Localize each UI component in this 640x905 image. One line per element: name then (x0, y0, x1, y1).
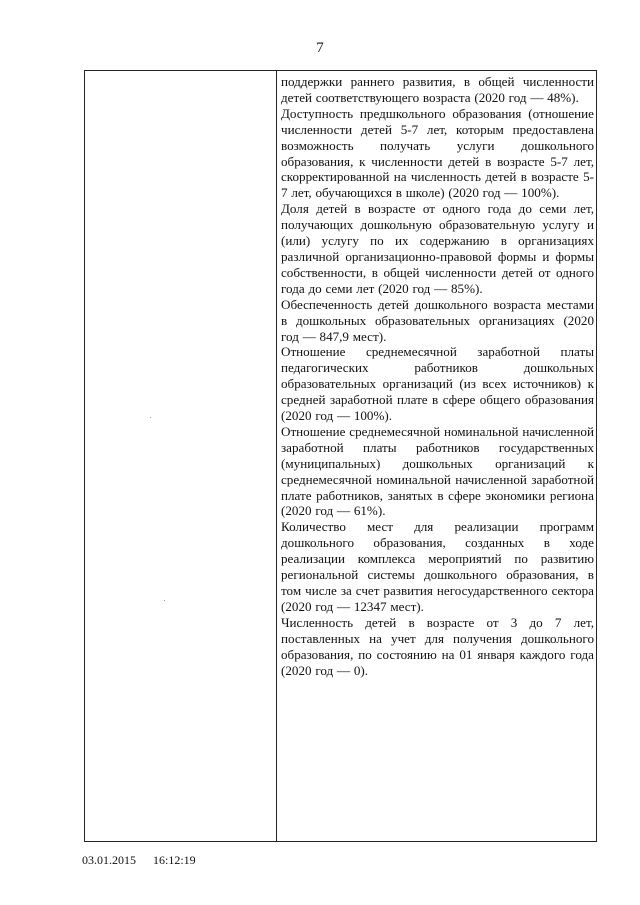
indicator-paragraph: Численность детей в возрасте от 3 до 7 лет, поставленных на учет для получения дошкольного образования, по состоянию на 01 января каждого года (2020 год — 0). (281, 614, 594, 678)
indicator-paragraph: Отношение среднемесячной номинальной начисленной заработной платы работников государственных (муниципальных) дошкольных организаций к среднемесячной номинальной начисленной заработной плате работников, занятых в сфере экономики региона (2020 год — 61%). (281, 423, 594, 519)
print-time: 16:12:19 (153, 853, 196, 867)
indicator-paragraph: Отношение среднемесячной заработной платы педагогических работников дошкольных образовательных организаций (из всех источников) к средней заработной плате в сфере общего образования (2020 год — 100%). (281, 344, 594, 424)
indicators-table (84, 70, 597, 842)
indicator-paragraph: Доступность предшкольного образования (отношение численности детей 5-7 лет, которым предоставлена возможность получать услуги дошкольного образования, к численности детей в возрасте 5-7 лет, скорректированной на численность детей в возрасте 5-7 лет, обучающихся в школе) (2020 год — 100%). (281, 105, 594, 201)
print-stamp (82, 853, 196, 868)
print-date: 03.01.2015 (82, 853, 136, 867)
indicator-paragraph: Количество мест для реализации программ дошкольного образования, созданных в ходе реализации комплекса мероприятий по развитию региональной системы дошкольного образования, в том числе за счет развития негосударственного сектора (2020 год — 12347 мест). (281, 519, 594, 614)
indicator-paragraph: Доля детей в возрасте от одного года до семи лет, получающих дошкольную образовательную услугу и (или) услугу по их содержанию в организациях различной организационно-правовой формы и формы собственности, в общей численности детей от одного года до семи лет (2020 год — 85%). (281, 201, 594, 296)
scan-speck (164, 600, 165, 601)
scan-speck (150, 417, 151, 418)
indicators-cell (281, 74, 594, 678)
indicator-paragraph: поддержки раннего развития, в общей численности детей соответствующего возраста (2020 год — 48%). (281, 74, 594, 105)
page-number: 7 (316, 40, 324, 56)
column-divider (276, 71, 277, 841)
indicator-paragraph: Обеспеченность детей дошкольного возраста местами в дошкольных образовательных организациях (2020 год — 847,9 мест). (281, 296, 594, 344)
